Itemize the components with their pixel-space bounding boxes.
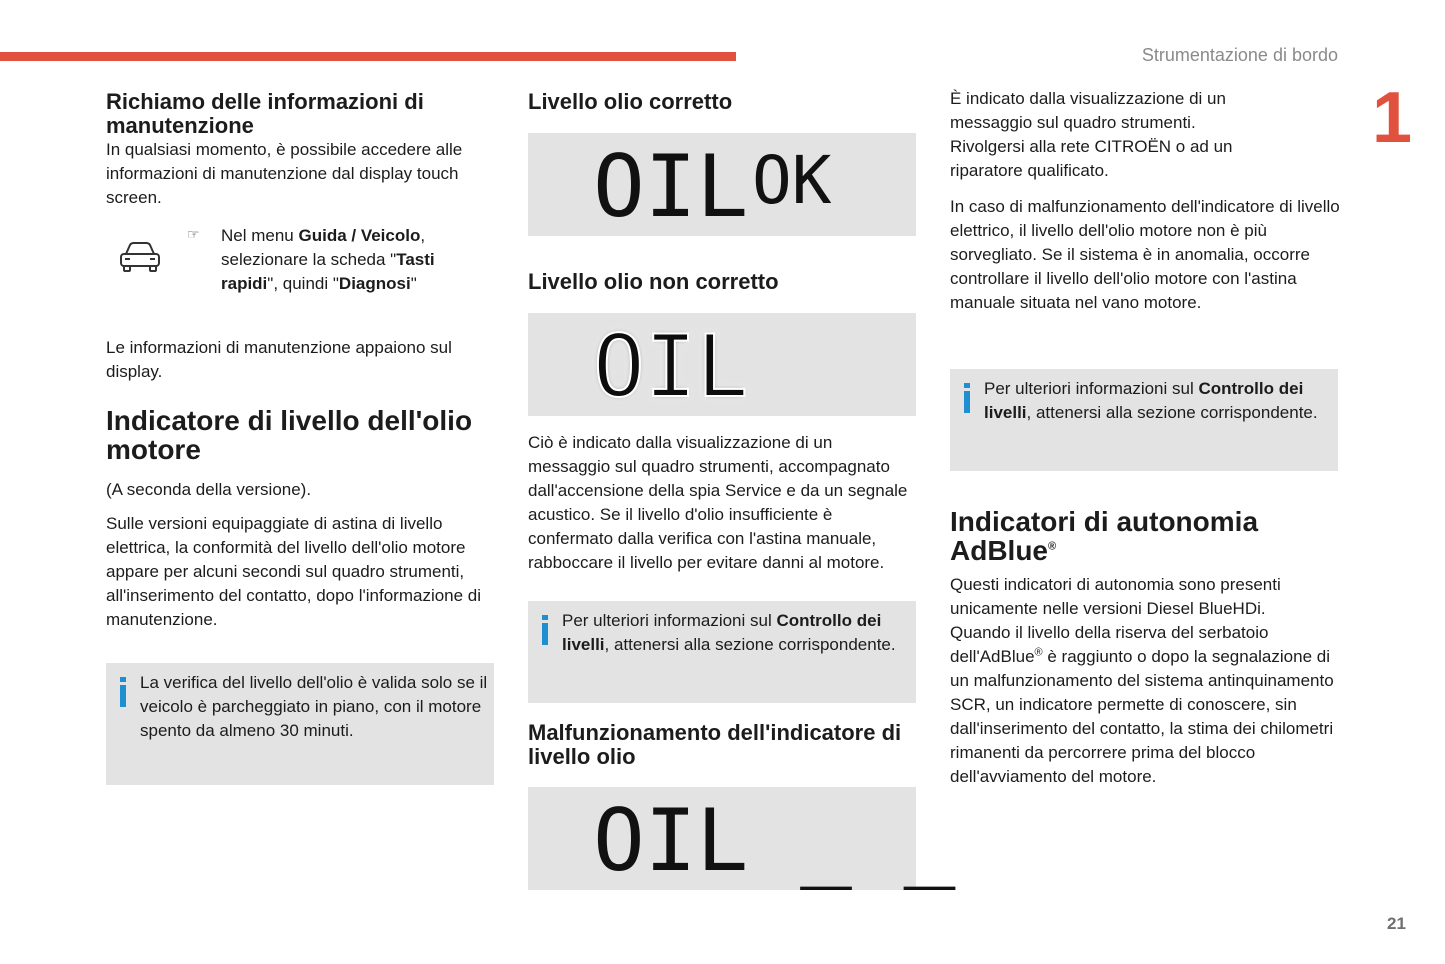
adblue-paragraph-2 xyxy=(950,621,1340,789)
oil-low-heading: Livello olio non corretto xyxy=(528,269,779,294)
registered-mark: ® xyxy=(1034,646,1043,659)
nav-option-name: Diagnosi xyxy=(338,274,411,293)
oil-display-text: OIL xyxy=(593,137,749,237)
info-text-part: Per ulteriori informazioni sul xyxy=(984,379,1199,398)
oil-low-display xyxy=(528,313,916,416)
maintenance-outro: Le informazioni di manutenzione appaiono sul display. xyxy=(106,338,452,381)
maintenance-intro: In qualsiasi momento, è possibile accedere alle informazioni di manutenzione dal display touch screen. xyxy=(106,140,463,207)
column-left xyxy=(106,90,496,785)
oil-low-description: Ciò è indicato dalla visualizzazione di un messaggio sul quadro strumenti, accompagnato dall'accensione della spia Service e da un segnale acustico. Se il livello d'olio insufficiente è confermato dalla verifica con l'astina manuale, rabboccare il livello per evitare danni al motore. xyxy=(528,433,908,572)
info-box-text: La verifica del livello dell'olio è valida solo se il veicolo è parcheggiato in piano, con il motore spento da almeno 30 minuti. xyxy=(140,673,488,740)
fault-description-1: È indicato dalla visualizzazione di un messaggio sul quadro strumenti. Rivolgersi alla rete CITROËN o ad un riparatore qualificato. xyxy=(950,89,1233,180)
column-middle xyxy=(528,89,956,891)
info-section-link: Controllo dei livelli xyxy=(562,611,882,654)
oil-ok-display xyxy=(528,133,916,236)
oil-fault-display xyxy=(528,787,956,891)
nav-text-part: " xyxy=(410,274,417,293)
hand-pointer-icon: ☞ xyxy=(187,226,200,242)
info-text-part: , attenersi alla sezione corrispondente. xyxy=(1026,403,1318,422)
adblue-heading-text: Indicatori di autonomia AdBlue xyxy=(950,506,1259,566)
registered-mark: ® xyxy=(1048,540,1057,553)
nav-text-part: , selezionare la scheda " xyxy=(221,226,426,269)
oil-fault-display-text: OIL _ _ xyxy=(593,791,956,891)
running-header: Strumentazione di bordo xyxy=(1141,45,1338,65)
info-icon xyxy=(962,383,972,413)
chapter-number: 1 xyxy=(1372,78,1413,158)
oil-low-display-text: OIL xyxy=(593,317,749,417)
info-box-levels xyxy=(950,369,1338,471)
car-icon xyxy=(118,240,162,274)
fault-description-2: In caso di malfunzionamento dell'indicatore di livello elettrico, il livello dell'olio motore non è più sorvegliato. Se il sistema è in anomalia, occorre controllare il livello dell'olio motore con l'astina manuale situata nel vano motore. xyxy=(950,197,1340,312)
info-section-link: Controllo dei livelli xyxy=(984,379,1304,422)
oil-indicator-description: Sulle versioni equipaggiate di astina di livello elettrica, la conformità del livello dell'olio motore appare per alcuni secondi sul quadro strumenti, all'inserimento del contatto, dopo l'informazione di manutenzione. xyxy=(106,514,482,629)
page-number: 21 xyxy=(1387,914,1406,933)
info-text-part: , attenersi alla sezione corrispondente. xyxy=(604,635,896,654)
navigation-text xyxy=(221,224,491,296)
info-box-text xyxy=(528,601,916,657)
oil-version-note: (A seconda della versione). xyxy=(106,480,312,499)
adblue-heading xyxy=(950,507,1290,565)
nav-menu-name: Guida / Veicolo xyxy=(298,226,421,245)
info-icon xyxy=(540,615,550,645)
info-icon xyxy=(118,677,128,707)
nav-text-part: Nel menu xyxy=(221,226,299,245)
maintenance-heading: Richiamo delle informazioni di manutenzione xyxy=(106,89,424,138)
header-accent-bar xyxy=(0,52,736,61)
oil-fault-heading: Malfunzionamento dell'indicatore di livello olio xyxy=(528,720,902,769)
info-box-oil-check xyxy=(106,663,494,785)
info-text-part: Per ulteriori informazioni sul xyxy=(562,611,777,630)
adblue-text-part: Quando il livello della riserva del serbatoio dell'AdBlue xyxy=(950,623,1269,666)
adblue-paragraph-1: Questi indicatori di autonomia sono presenti unicamente nelle versioni Diesel BlueHDi. xyxy=(950,575,1281,618)
info-box-levels xyxy=(528,601,916,703)
adblue-text-part: è raggiunto o dopo la segnalazione di un malfunzionamento del sistema antinquinamento SCR, un indicatore permette di conoscere, sin dall'inserimento del contatto, la stima dei chilometri rimanenti da percorrere prima del blocco dell'avviamento del motore. xyxy=(950,647,1334,786)
nav-text-part: ", quindi " xyxy=(267,274,339,293)
nav-tab-name: Tasti rapidi xyxy=(221,250,435,293)
column-right xyxy=(950,87,1340,789)
info-box-text xyxy=(950,369,1338,425)
oil-ok-heading: Livello olio corretto xyxy=(528,89,733,114)
ok-display-text: OK xyxy=(752,142,832,219)
navigation-instruction xyxy=(106,224,496,320)
oil-indicator-heading: Indicatore di livello dell'olio motore xyxy=(106,405,473,465)
